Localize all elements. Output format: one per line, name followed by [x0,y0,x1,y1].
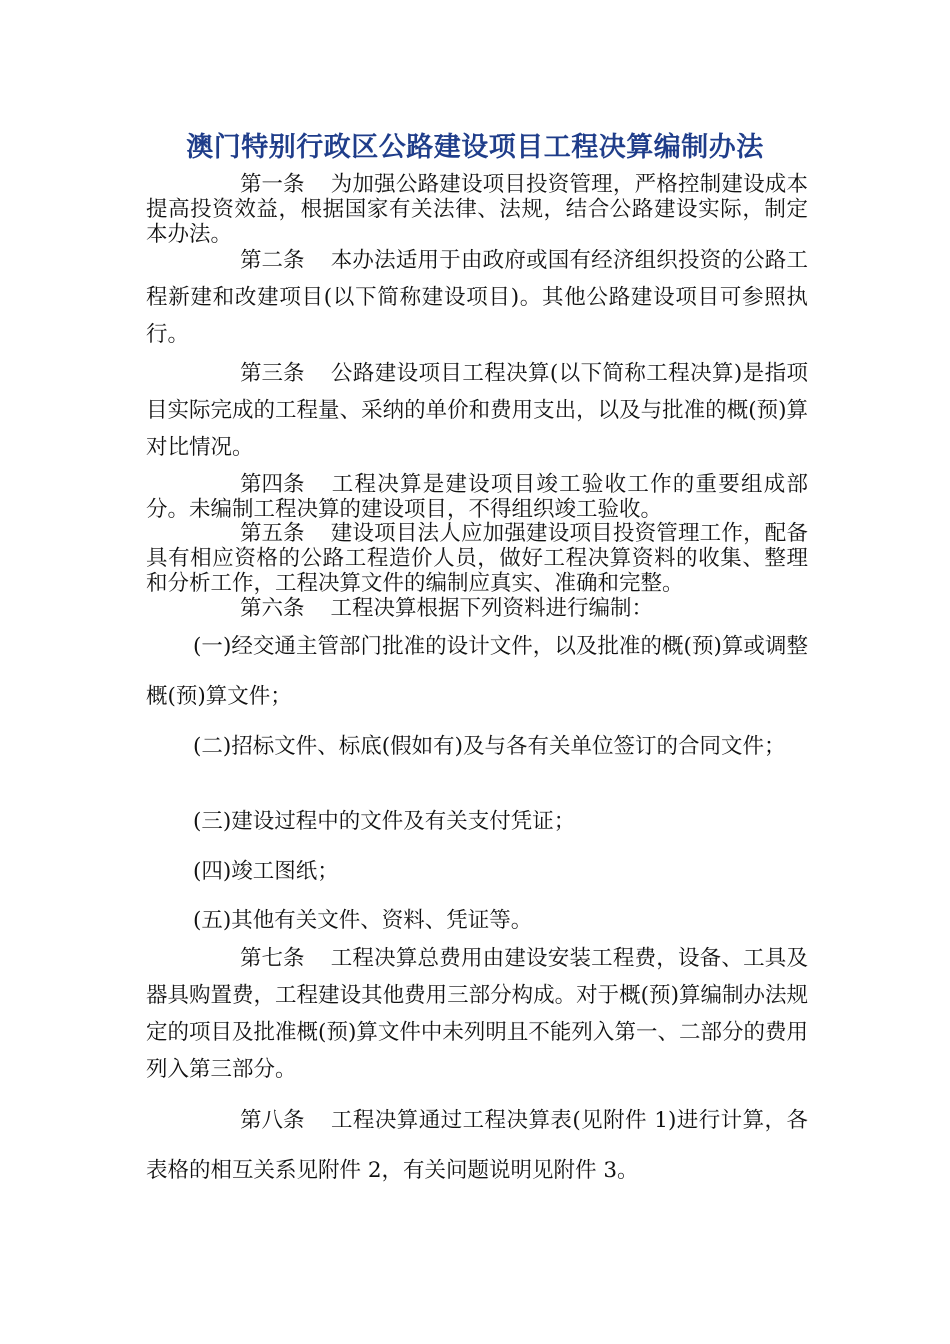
article-label: 第一条 [240,172,305,197]
article-label: 第七条 [240,946,305,971]
article-6 [146,596,808,621]
article-label: 第三条 [240,361,305,386]
article-text: 公路建设项目工程决算(以下简称工程决算)是指项目实际完成的工程量、采纳的单价和费用支出，以及与批准的概(预)算对比情况。 [146,361,808,460]
article-text: 建设项目法人应加强建设项目投资管理工作，配备具有相应资格的公路工程造价人员，做好工程决算资料的收集、整理和分析工作，工程决算文件的编制应真实、准确和完整。 [146,521,808,596]
article-label: 第四条 [240,472,305,497]
article-label: 第八条 [240,1108,305,1133]
list-item-4: (四)竣工图纸； [193,859,339,884]
article-label: 第五条 [240,521,305,546]
article-7 [146,940,808,1088]
article-3 [146,355,808,466]
article-2 [146,242,808,353]
article-text: 工程决算根据下列资料进行编制： [330,596,654,621]
article-5 [146,521,808,596]
article-text: 工程决算是建设项目竣工验收工作的重要组成部分。未编制工程决算的建设项目，不得组织竣工验收。 [146,472,808,522]
article-text: 工程决算总费用由建设安装工程费，设备、工具及器具购置费，工程建设其他费用三部分构成。对于概(预)算编制办法规定的项目及批准概(预)算文件中未列明且不能列入第一、二部分的费用列入第三部分。 [146,946,808,1082]
article-label: 第二条 [240,248,305,273]
article-8 [146,1096,808,1196]
document-title: 澳门特别行政区公路建设项目工程决算编制办法 [186,132,764,163]
article-label: 第六条 [240,596,305,621]
list-item-2: (二)招标文件、标底(假如有)及与各有关单位签订的合同文件； [193,734,786,759]
article-text: 工程决算通过工程决算表(见附件 1)进行计算，各表格的相互关系见附件 2，有关问题说明见附件 3。 [146,1108,808,1183]
article-text: 本办法适用于由政府或国有经济组织投资的公路工程新建和改建项目(以下简称建设项目)。其他公路建设项目可参照执行。 [146,248,808,347]
article-1 [146,172,808,247]
article-4 [146,472,808,522]
list-item-1: (一)经交通主管部门批准的设计文件，以及批准的概(预)算或调整概(预)算文件； [146,634,808,709]
list-item-3: (三)建设过程中的文件及有关支付凭证； [193,809,576,834]
list-item-5: (五)其他有关文件、资料、凭证等。 [193,908,533,933]
article-text: 为加强公路建设项目投资管理，严格控制建设成本提高投资效益，根据国家有关法律、法规，结合公路建设实际，制定本办法。 [146,172,808,247]
